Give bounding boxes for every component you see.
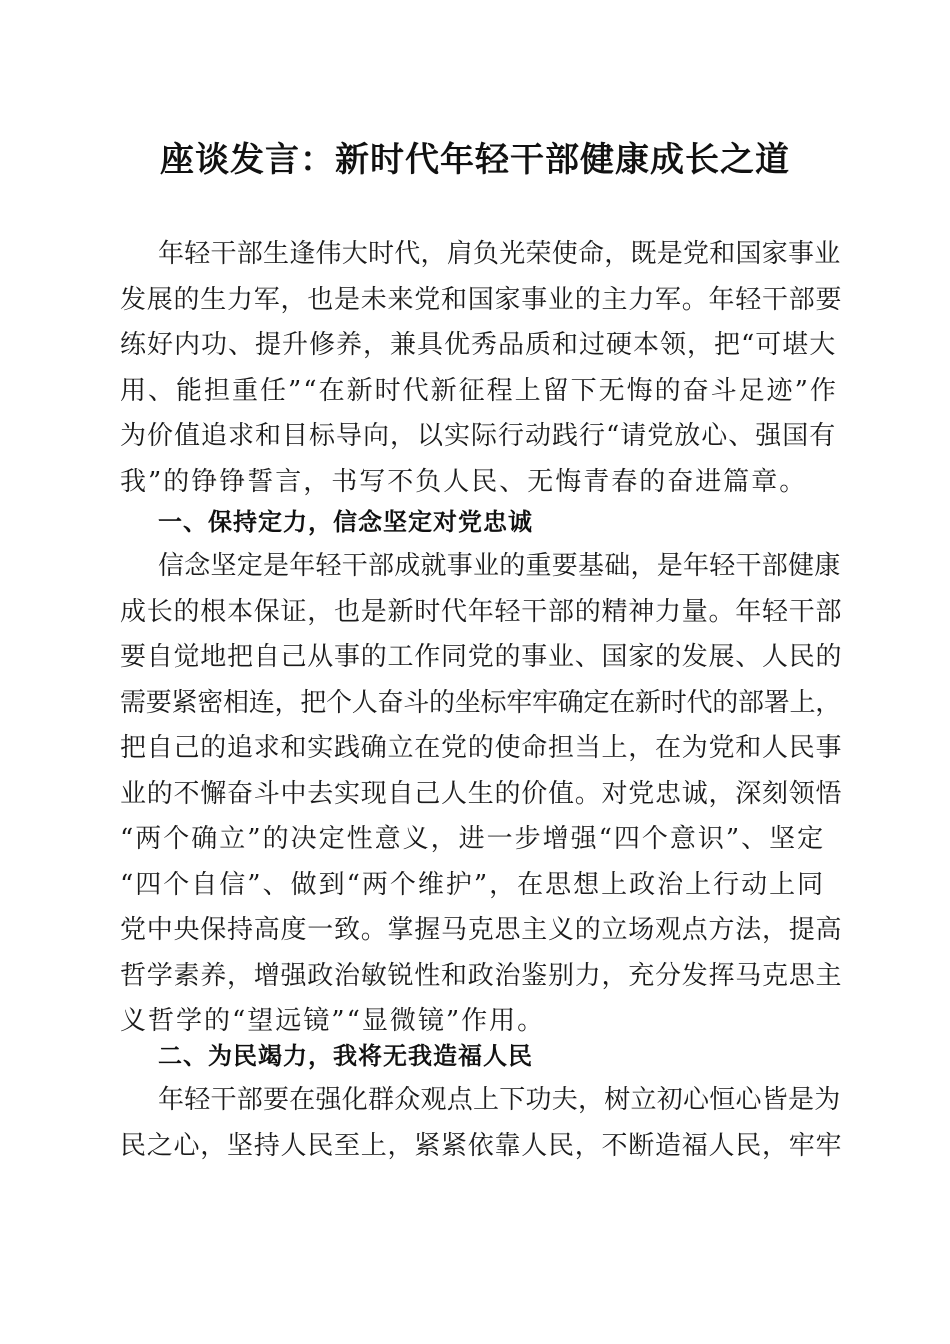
paragraph-line: “四个自信”、做到“两个维护”，在思想上政治上行动上同 bbox=[120, 869, 826, 900]
paragraph-line: 年轻干部生逢伟大时代，肩负光荣使命，既是党和国家事业 bbox=[158, 239, 841, 269]
paragraph-line: 为价值追求和目标导向，以实际行动践行“请党放心、强国有 bbox=[120, 421, 837, 451]
paragraph-line: “两个确立”的决定性意义，进一步增强“四个意识”、坚定 bbox=[120, 824, 826, 854]
paragraph-line: 把自己的追求和实践确立在党的使命担当上，在为党和人民事 bbox=[120, 733, 843, 763]
document-title: 座谈发言：新时代年轻干部健康成长之道 bbox=[160, 140, 790, 180]
section-1-paragraph bbox=[120, 544, 842, 1045]
paragraph-line: 我”的铮铮誓言，书写不负人民、无悔青春的奋进篇章。 bbox=[120, 466, 808, 497]
paragraph-line: 发展的生力军，也是未来党和国家事业的主力军。年轻干部要 bbox=[120, 284, 843, 315]
paragraph-line: 义哲学的“望远镜”“显微镜”作用。 bbox=[120, 1006, 546, 1036]
paragraph-line: 民之心，坚持人民至上，紧紧依靠人民，不断造福人民，牢牢 bbox=[120, 1130, 843, 1161]
paragraph-line: 需要紧密相连，把个人奋斗的坐标牢牢确定在新时代的部署上， bbox=[120, 687, 842, 718]
paragraph-line: 业的不懈奋斗中去实现自己人生的价值。对党忠诚，深刻领悟 bbox=[120, 778, 843, 809]
paragraph-line: 练好内功、提升修养，兼具优秀品质和过硬本领，把“可堪大 bbox=[120, 330, 837, 360]
section-heading-1: 一、保持定力，信念坚定对党忠诚 bbox=[158, 508, 533, 536]
paragraph-line: 信念坚定是年轻干部成就事业的重要基础，是年轻干部健康 bbox=[158, 551, 841, 581]
paragraph-line: 年轻干部要在强化群众观点上下功夫，树立初心恒心皆是为 bbox=[158, 1085, 841, 1115]
paragraph-line: 用、能担重任”“在新时代新征程上留下无悔的奋斗足迹”作 bbox=[120, 375, 838, 406]
paragraph-line: 成长的根本保证，也是新时代年轻干部的精神力量。年轻干部 bbox=[120, 596, 843, 627]
intro-paragraph bbox=[120, 232, 842, 505]
paragraph-line: 要自觉地把自己从事的工作同党的事业、国家的发展、人民的 bbox=[120, 642, 843, 672]
section-2-paragraph bbox=[120, 1078, 842, 1169]
paragraph-line: 哲学素养，增强政治敏锐性和政治鉴别力，充分发挥马克思主 bbox=[120, 960, 843, 991]
paragraph-line: 党中央保持高度一致。掌握马克思主义的立场观点方法，提高 bbox=[120, 915, 843, 945]
section-heading-2: 二、为民竭力，我将无我造福人民 bbox=[158, 1042, 533, 1070]
